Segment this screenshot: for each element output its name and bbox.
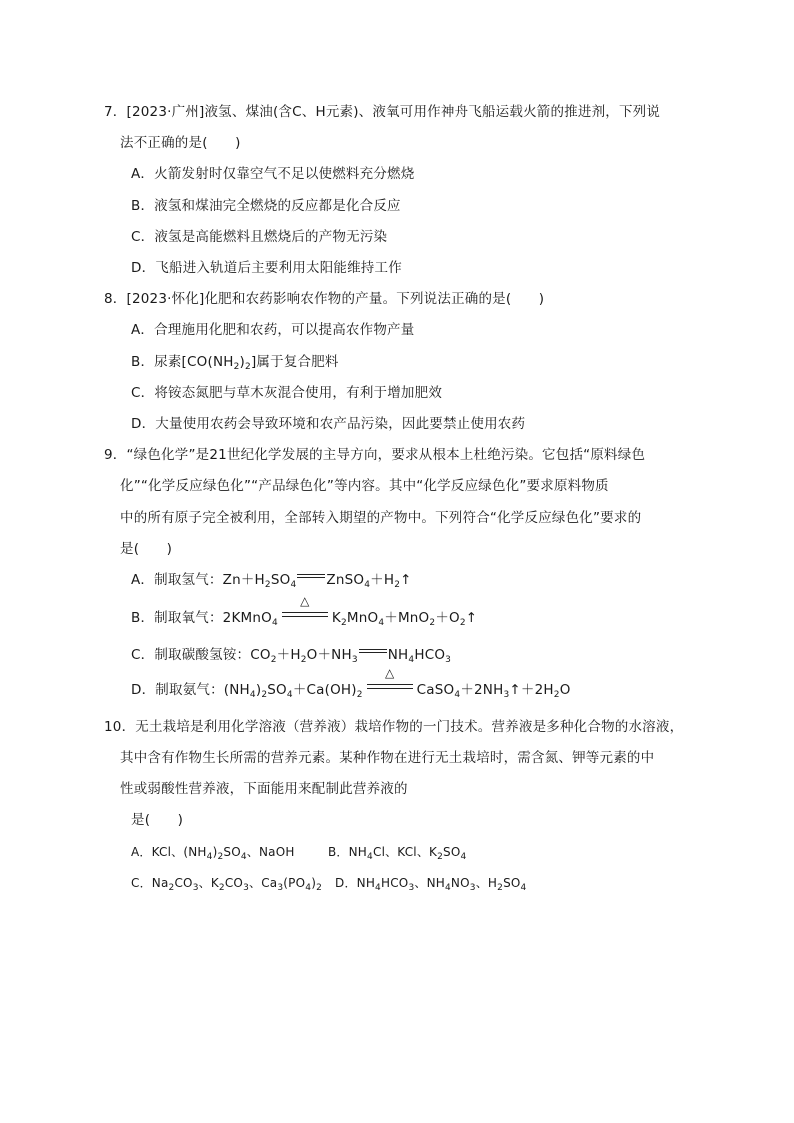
question-10-option-b: B．$NH_4Cl$、KCl、$K_2SO_4$ — [328, 845, 467, 862]
question-7-stem-line-2: 法不正确的是( ) — [120, 135, 241, 151]
question-7-option-c: C．液氢是高能燃料且燃烧后的产物无污染 — [131, 229, 388, 245]
question-10-option-d: D．$NH_4HCO_3$、$NH_4NO_3$、$H_2SO_4$ — [335, 876, 527, 893]
question-8-option-d: D．大量使用农药会导致环境和农产品污染，因此要禁止使用农药 — [131, 416, 526, 432]
question-9-stem-line-4: 是( ) — [120, 541, 173, 557]
question-9-stem-line-2: 化”“化学反应绿色化”“产品绿色化”等内容。其中“化学反应绿色化”要求原料物质 — [120, 478, 609, 494]
question-10-stem-line-1: 10．无土栽培是利用化学溶液（营养液）栽培作物的一门技术。营养液是多种化合物的水溶液， — [104, 719, 684, 735]
question-9-option-d: D．制取氨气：$(NH_4)_2SO_4+Ca(OH)_2$ △ $CaSO_4+2NH_3↑+2H_2O$ — [131, 666, 571, 700]
question-9-option-c: C．制取碳酸氢铵：$CO_2+H_2O+NH_3$ $NH_4HCO_3$ — [131, 647, 452, 665]
question-8-option-b: B．尿素$[CO(NH_2)_2]$属于复合肥料 — [131, 354, 339, 372]
heat-reaction-arrow — [282, 594, 328, 622]
question-7-option-d: D．飞船进入轨道后主要利用太阳能维持工作 — [131, 260, 402, 276]
equals-sign-double — [359, 649, 387, 657]
question-7-option-b: B．液氢和煤油完全燃烧的反应都是化合反应 — [131, 198, 401, 214]
question-8-option-a: A．合理施用化肥和农药，可以提高农作物产量 — [131, 322, 415, 338]
question-9-option-b: B．制取氧气：2KMnO$_4$ △ $K_2MnO_4+MnO_2+O_2↑$ — [131, 594, 478, 628]
question-9-option-a: A．制取氢气：$Zn+H_2SO_4$ $ZnSO_4+H_2↑$ — [131, 572, 412, 590]
heat-reaction-arrow — [367, 666, 413, 694]
question-10-option-c: C．$Na_2CO_3$、$K_2CO_3$、$Ca_3(PO_4)_2$ — [131, 876, 323, 893]
heat-triangle-icon: △ — [384, 666, 395, 680]
heat-triangle-icon: △ — [300, 594, 310, 608]
question-10-stem-line-3: 性或弱酸性营养液，下面能用来配制此营养液的 — [120, 781, 408, 797]
question-9-stem-line-3: 中的所有原子完全被利用，全部转入期望的产物中。下列符合“化学反应绿色化”要求的 — [120, 510, 642, 526]
question-9-stem-line-1: 9．“绿色化学”是21世纪化学发展的主导方向，要求从根本上杜绝污染。它包括“原料绿色 — [104, 447, 646, 463]
question-7-option-a: A．火箭发射时仅靠空气不足以使燃料充分燃烧 — [131, 166, 415, 182]
question-10-stem-line-4: 是( ) — [131, 812, 184, 828]
question-10-option-a: A．KCl、$(NH_4)_2SO_4$、NaOH — [131, 845, 295, 862]
question-7-stem-line-1: 7．[2023·广州]液氢、煤油(含C、H元素)、液氧可用作神舟飞船运载火箭的推进剂，下列说 — [104, 104, 661, 120]
question-10-stem-line-2: 其中含有作物生长所需的营养元素。某种作物在进行无土栽培时，需含氮、钾等元素的中 — [120, 750, 655, 766]
equals-sign-double — [297, 574, 325, 582]
question-8-stem: 8．[2023·怀化]化肥和农药影响农作物的产量。下列说法正确的是( ) — [104, 291, 545, 307]
question-8-option-c: C．将铵态氮肥与草木灰混合使用，有利于增加肥效 — [131, 385, 443, 401]
